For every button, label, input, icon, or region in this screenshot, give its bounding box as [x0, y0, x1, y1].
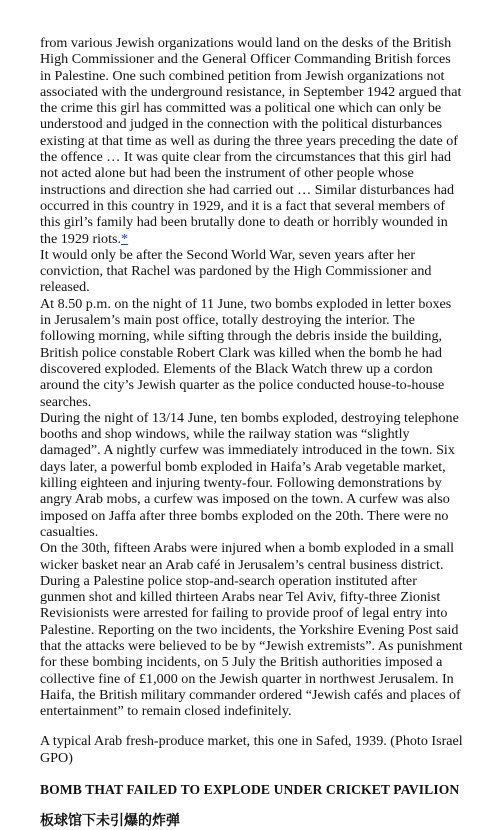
- document-page: [40, 35, 464, 830]
- footnote-link[interactable]: *: [121, 230, 129, 247]
- paragraph-petition-quote: [40, 100, 464, 247]
- paragraph-cafe-bombing: On the 30th, fifteen Arabs were injured when a bomb exploded in a small wicker basket near an Arab café in Jerusalem’s central business district. During a Palestine police stop-and-search operation instituted after gunmen shot and killed thirteen Arabs near Tel Aviv, fifty-three Zionist Revisionists were arrested for failing to provide proof of legal entry into Palestine. Reporting on the two incidents, the Yorkshire Evening Post said that the attacks were believed to be by “Jewish extremists”. As punishment for these bombing incidents, on 5 July the British authorities imposed a collective fine of £1,000 on the Jewish quarter in northwest Jerusalem. In Haifa, the British military commander ordered “Jewish cafés and places of entertainment” to remain closed indefinitely.: [40, 540, 463, 720]
- paragraph-post-office-bombing: At 8.50 p.m. on the night of 11 June, two bombs exploded in letter boxes in Jerusalem’s main post office, totally destroying the interior. The following morning, while sifting through the debris inside the building, British police constable Robert Clark was killed when the bomb he had discovered exploded. Elements of the Black Watch threw up a cordon around the city’s Jewish quarter as the police conducted house-to-house searches.: [40, 295, 452, 410]
- quote-text: the crime this girl has committed was a political one which can only be understood and judged in the connection with the political disturbances existing at that time as well as during the three years preceding the date of the offence … It was quite clear from the circumstances that this girl had not acted alone but had been the instrument of other people whose instructions and direction she had carried out … Similar disturbances had occurred in this country in 1929, and it is a fact that several members of this girl’s family had been brutally done to death or horribly wounded in the 1929 riots.: [40, 100, 458, 247]
- section-heading: BOMB THAT FAILED TO EXPLODE UNDER CRICKET PAVILION: [40, 782, 460, 798]
- photo-caption: A typical Arab fresh-produce market, this one in Safed, 1939. (Photo Israel GPO): [40, 733, 463, 766]
- section-heading-chinese: 板球馆下未引爆的炸弹: [40, 813, 180, 830]
- paragraph-petition-intro: from various Jewish organizations would land on the desks of the British High Commissioner and the General Officer Commanding British forces in Palestine. One such combined petition from Jewish organizations not associated with the underground resistance, in September 1942 argued that: [40, 35, 462, 100]
- paragraph-june-bombings: During the night of 13/14 June, ten bombs exploded, destroying telephone booths and shop windows, while the railway station was “slightly damaged”. A nightly curfew was immediately introduced in the town. Six days later, a powerful bomb exploded in Haifa’s Arab vegetable market, killing eighteen and injuring twenty-four. Following demonstrations by angry Arab mobs, a curfew was imposed on the town. A curfew was also imposed on Jaffa after three bombs exploded on the 20th. There were no casualties.: [40, 409, 459, 540]
- paragraph-pardon: It would only be after the Second World War, seven years after her conviction, that Rachel was pardoned by the High Commissioner and released.: [40, 246, 432, 296]
